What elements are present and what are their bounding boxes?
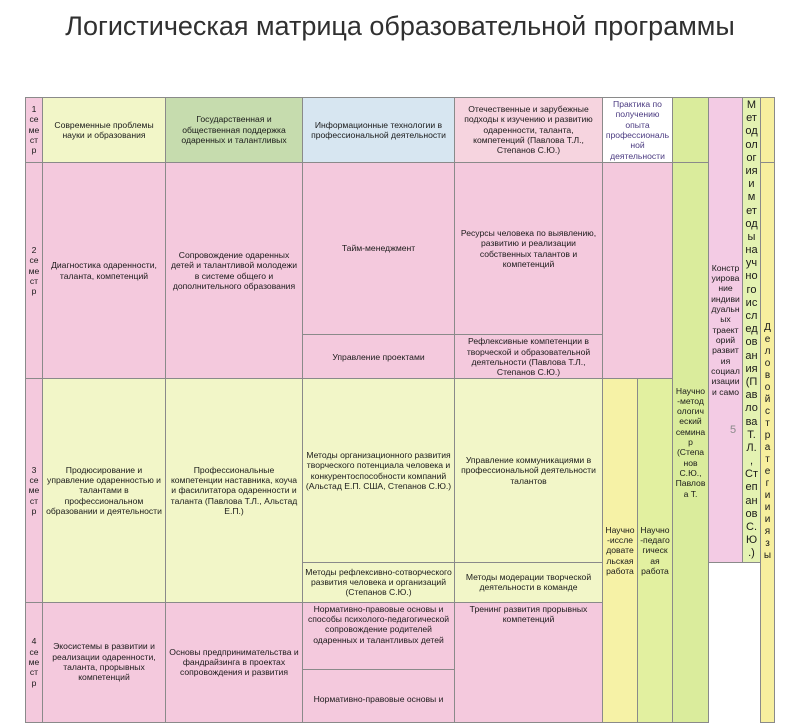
table-row (26, 98, 775, 163)
vertical-course-cell: Методология и методы научного исследования (Павлова Т.Л., Степанов С.Ю.) (743, 98, 761, 563)
vertical-course-cell: Научно-педагогическая работа (638, 379, 673, 722)
course-cell: Управление проектами (303, 335, 455, 379)
course-cell: Экосистемы в развитии и реализации одаренности, таланта, прорывных компетенций (43, 602, 166, 722)
course-cell: Современные проблемы науки и образования (43, 98, 166, 163)
vertical-course-cell: Деловой стратегии и язы (761, 162, 775, 722)
semester-label-2: 2 семестр (26, 162, 43, 379)
course-cell-text: Нормативно-правовые основы и (303, 669, 454, 704)
course-cell (303, 602, 455, 722)
semester-label-4: 4 семестр (26, 602, 43, 722)
vertical-course-cell: Научно-методологический семинар (Степанов С.Ю., Павлова Т. (673, 162, 709, 722)
course-cell: Рефлексивные компетенции в творческой и образовательной деятельности (Павлова Т.Л., Степанов С.Ю.) (455, 335, 603, 379)
course-cell-text: Нормативно-правовые основы и способы психолого-педагогической сопровождение родителей одаренных и талантливых детей (307, 603, 450, 645)
logistic-matrix-table (25, 97, 775, 723)
course-cell: Методы рефлексивно-сотворческого развития человека и организаций (Степанов С.Ю.) (303, 562, 455, 602)
slide-number: 5 (730, 424, 737, 436)
table-row (26, 379, 775, 562)
course-cell: Тайм-менеджмент (303, 162, 455, 334)
course-cell: Методы организационного развития творческого потенциала человека и конкурентоспособности компаний (Альстад Е.П. США, Степанов С.Ю.) (303, 379, 455, 562)
course-cell: Продюсирование и управление одаренностью и талантами в профессиональном образовании и деятельности (43, 379, 166, 602)
course-cell: Сопровождение одаренных детей и талантливой молодежи в системе общего и дополнительного образования (166, 162, 303, 379)
semester-label-3: 3 семестр (26, 379, 43, 602)
semester-label-1: 1 семестр (26, 98, 43, 163)
practice-header-cell: Практика по получению опыта профессиональной деятельности (603, 98, 673, 163)
course-cell: Основы предпринимательства и фандрайзинга в проектах сопровождения и развития (166, 602, 303, 722)
table-row (26, 162, 775, 334)
course-cell: Тренинг развития прорывных компетенций (455, 602, 603, 722)
course-cell: Диагностика одаренности, таланта, компетенций (43, 162, 166, 379)
course-cell: Профессиональные компетенции наставника, коуча и фасилитатора одаренности и таланта (Павлова Т.Л., Альстад Е.П.) (166, 379, 303, 602)
course-cell: Информационные технологии в профессиональной деятельности (303, 98, 455, 163)
course-cell: Ресурсы человека по выявлению, развитию и реализации собственных талантов и компетенций (455, 162, 603, 334)
course-cell: Методы модерации творческой деятельности в команде (455, 562, 603, 602)
course-cell: Отечественные и зарубежные подходы к изучению и развитию одаренности, таланта, компетенций (Павлова Т.Л., Степанов С.Ю.) (455, 98, 603, 163)
vertical-course-cell: Конструирование индивидуальных траекторий развития социализации и само (709, 98, 743, 563)
slide-title: Логистическая матрица образовательной программы (65, 11, 735, 41)
course-cell: Управление коммуникациями в профессиональной деятельности талантов (455, 379, 603, 562)
course-cell: Государственная и общественная поддержка одаренных и талантливых (166, 98, 303, 163)
vertical-course-cell: Научно-исследовательская работа (603, 379, 638, 722)
